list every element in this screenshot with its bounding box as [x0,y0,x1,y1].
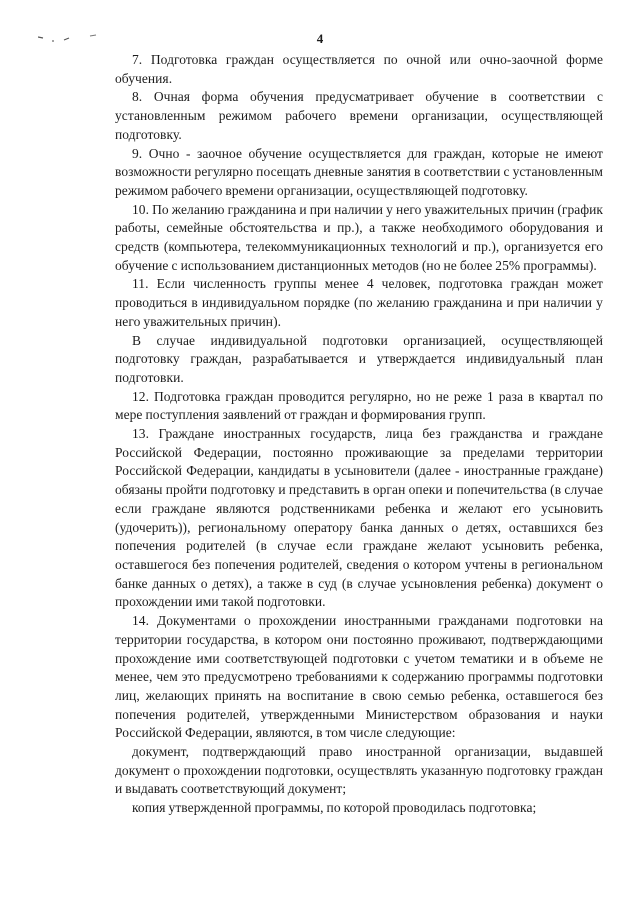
paragraph-11: 11. Если численность группы менее 4 человек, подготовка граждан может проводиться в индивидуальном порядке (по желанию гражданина и при наличии у него уважительных причин). [115,276,603,329]
paragraph-8: 8. Очная форма обучения предусматривает обучение в соответствии с установленным режимом рабочего времени организации, осуществляющей подготовку. [115,89,603,142]
page-number: 4 [316,31,324,46]
paragraph-9: 9. Очно - заочное обучение осуществляется для граждан, которые не имеют возможности регулярно посещать дневные занятия в соответствии с установленным режимом рабочего времени организации, осуществляющей подготовку. [115,145,603,198]
paragraph-14: 14. Документами о прохождении иностранными гражданами подготовки на территории государства, в котором они постоянно проживают, подтверждающими прохождение ими соответствующей подготовки с учетом тематики и в объеме не менее, чем это предусмотрено требованиями к содержанию программы подготовки лиц, желающих принять на воспитание в свою семью ребенка, оставшегося без попечения родителей, утвержденными Министерством образования и науки Российской Федерации, являются, в том числе следующие: [115,613,603,741]
list-item-document: документ, подтверждающий право иностранной организации, выдавшей документ о прохождении подготовки, осуществлять указанную подготовку граждан и выдавать соответствующий документ; [115,744,603,797]
paragraph-13: 13. Граждане иностранных государств, лица без гражданства и граждане Российской Федерации, постоянно проживающие за пределами территории Российской Федерации, кандидаты в усыновители (далее - иностранные граждане) обязаны пройти подготовку и представить в орган опеки и попечительства (в случае если граждане являются родственниками ребенка и желают его усыновить (удочерить)), региональному оператору банка данных о детях, оставшихся без попечения родителей (в случае если граждане желают усыновить ребенка, оставшегося без попечения родителей, сведения о котором учтены в региональном банке данных о детях), а также в суд (в случае усыновления ребенка) документ о прохождении ими такой подготовки. [115,426,603,610]
paragraph-12: 12. Подготовка граждан проводится регулярно, но не реже 1 раза в квартал по мере поступления заявлений от граждан и формирования групп. [115,388,603,423]
document-body [115,51,603,818]
paragraph-10: 10. По желанию гражданина и при наличии у него уважительных причин (график работы, семейные обстоятельства и пр.), а также необходимого оборудования и средств (компьютера, телекоммуникационных технологий и пр.), организуется его обучение с использованием дистанционных методов (но не более 25% программы). [115,201,603,273]
list-item-program-copy: копия утвержденной программы, по которой проводилась подготовка; [132,800,537,816]
paragraph-11-continuation: В случае индивидуальной подготовки организацией, осуществляющей подготовку граждан, разрабатывается и утверждается индивидуальный план подготовки. [115,332,603,385]
paragraph-7: 7. Подготовка граждан осуществляется по очной или очно-заочной форме обучения. [115,52,603,86]
